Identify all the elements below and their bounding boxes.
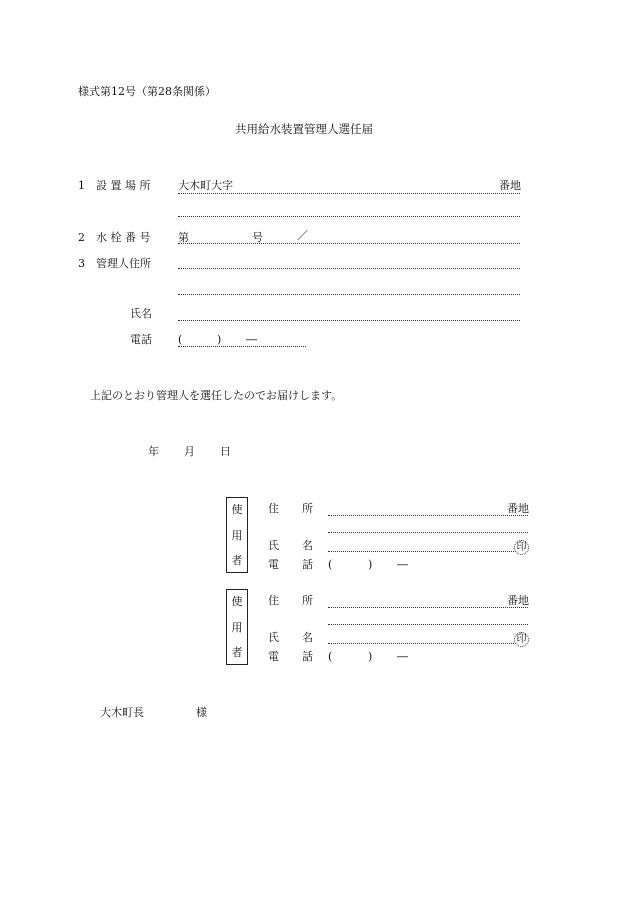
user-box-char: 者 (231, 554, 243, 567)
user-phone-label-1: 電 (268, 650, 279, 663)
manager-name-label: 氏名 (130, 307, 152, 320)
user-name-field[interactable] (328, 551, 516, 552)
user-box-char: 使 (231, 503, 243, 516)
user-box-char: 用 (231, 528, 243, 542)
user-phone-label-1: 電 (268, 558, 279, 571)
location-prefix: 大木町大字 (178, 179, 233, 192)
manager-phone-label: 電話 (130, 333, 152, 346)
user-address-label-1: 住 (268, 594, 279, 607)
section2-label: 2 水 栓 番 号 (78, 231, 151, 244)
manager-phone-field[interactable] (178, 346, 306, 347)
user-phone-open: ( (328, 650, 333, 663)
user-phone-label-2: 話 (302, 650, 313, 663)
user-address-field[interactable] (328, 515, 528, 516)
user-name-label-1: 氏 (268, 631, 279, 644)
faucet-number-field[interactable] (178, 243, 520, 244)
date-month-label: 月 (184, 445, 195, 458)
user-address-field-line-2[interactable] (328, 532, 528, 533)
user-phone-close: ) (368, 650, 373, 663)
manager-address-field-line-2[interactable] (178, 294, 520, 295)
user-address-field-line-2[interactable] (328, 624, 528, 625)
user-phone-label-2: 話 (302, 558, 313, 571)
date-year-label: 年 (148, 445, 159, 458)
user-vertical-box (226, 589, 248, 665)
user-phone-open: ( (328, 558, 333, 571)
user-address-label-1: 住 (268, 502, 279, 515)
user-phone-dash: ― (397, 558, 408, 571)
user-address-field[interactable] (328, 607, 528, 608)
manager-name-field[interactable] (178, 320, 520, 321)
manager-phone-open: ( (178, 333, 183, 346)
seal-mark: 印 (514, 632, 529, 647)
addressee-name: 大木町長 (100, 706, 144, 719)
user-name-label-2: 名 (302, 631, 313, 644)
user-address-suffix: 番地 (507, 502, 529, 515)
location-suffix: 番地 (499, 179, 521, 192)
user-box-char: 用 (231, 620, 243, 634)
user-name-field[interactable] (328, 643, 516, 644)
faucet-slash: ／ (297, 229, 308, 242)
user-box-char: 使 (231, 595, 243, 608)
user-phone-dash: ― (397, 650, 408, 663)
manager-phone-dash: ― (246, 333, 257, 346)
seal-mark: 印 (514, 540, 529, 555)
page-title: 共用給水装置管理人選任届 (235, 122, 373, 136)
user-address-label-2: 所 (302, 502, 313, 515)
section3-label: 3 管理人住所 (78, 257, 151, 270)
user-address-suffix: 番地 (507, 594, 529, 607)
user-address-label-2: 所 (302, 594, 313, 607)
faucet-dai: 第 (178, 231, 189, 244)
section1-label: 1 設 置 場 所 (78, 179, 151, 192)
manager-phone-close: ) (217, 333, 222, 346)
user-name-label-2: 名 (302, 539, 313, 552)
faucet-go: 号 (252, 231, 263, 244)
date-day-label: 日 (220, 445, 231, 458)
statement-text: 上記のとおり管理人を選任したのでお届けします。 (90, 389, 343, 402)
manager-address-field[interactable] (178, 268, 520, 269)
location-field[interactable] (178, 193, 520, 194)
form-number: 様式第12号（第28条関係） (78, 85, 216, 98)
user-box-char: 者 (231, 646, 243, 659)
user-name-label-1: 氏 (268, 539, 279, 552)
location-field-line-2[interactable] (178, 216, 520, 217)
addressee-honorific: 様 (196, 706, 207, 719)
user-vertical-box (226, 497, 248, 573)
user-phone-close: ) (368, 558, 373, 571)
